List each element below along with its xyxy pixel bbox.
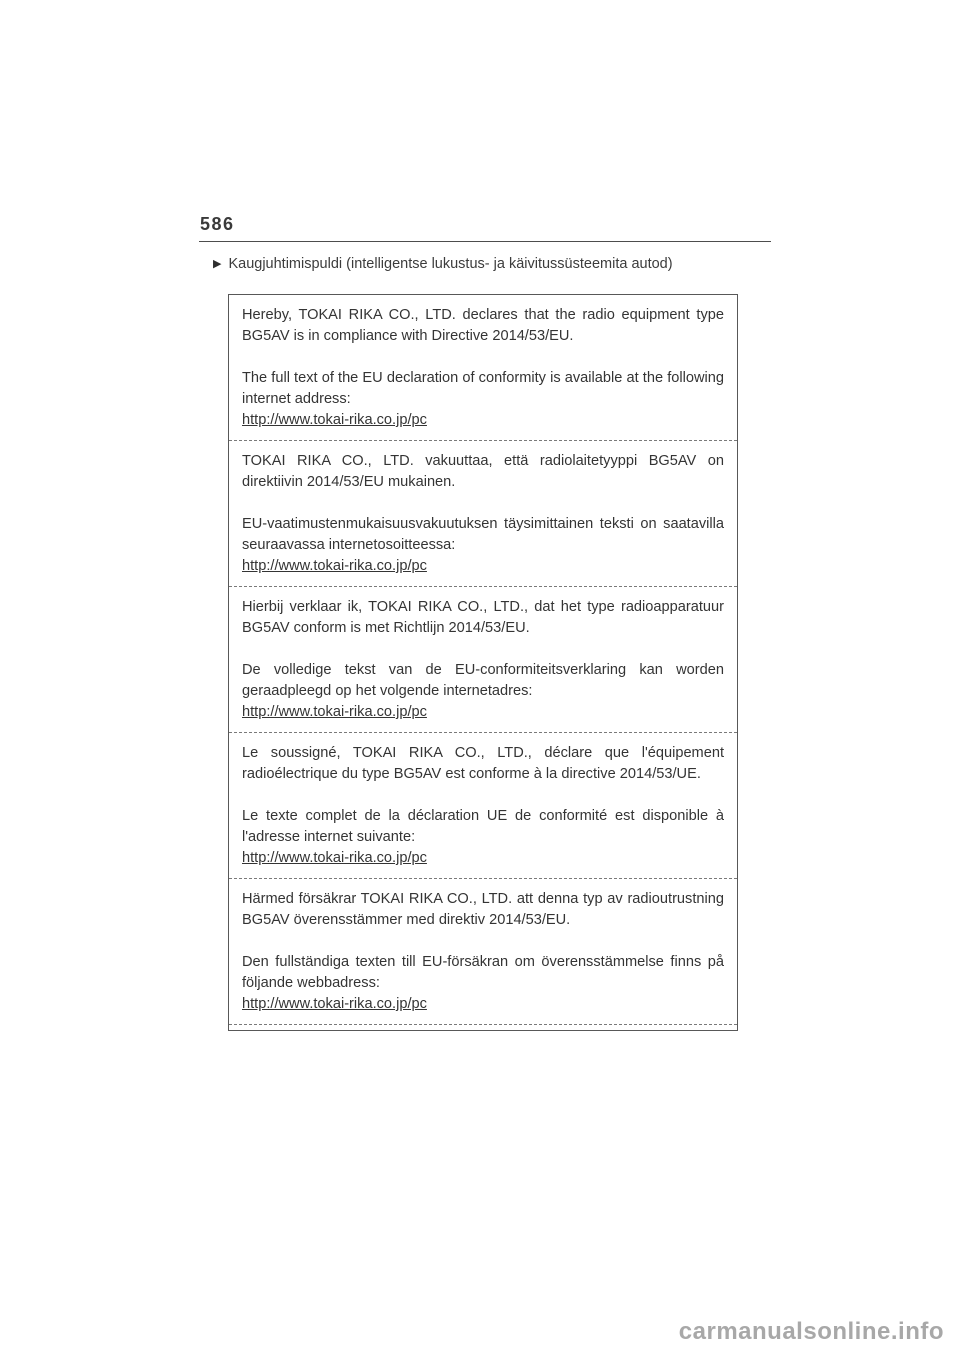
declaration-availability-text: Den fullständiga texten till EU-försäkran om överensstämmelse finns på följande webbadress: <box>242 954 724 991</box>
declaration-url-link[interactable]: http://www.tokai-rika.co.jp/pc <box>242 558 427 574</box>
declaration-section-dutch <box>229 587 737 733</box>
declaration-availability-text: EU-vaatimustenmukaisuusvakuutuksen täysimittainen teksti on saatavilla seuraavassa internetosoitteessa: <box>242 516 724 553</box>
declaration-text: Hereby, TOKAI RIKA CO., LTD. declares that the radio equipment type BG5AV is in compliance with Directive 2014/53/EU. <box>242 307 724 344</box>
site-watermark: carmanualsonline.info <box>678 1318 944 1345</box>
section-heading-label: Kaugjuhtimispuldi (intelligentse lukustus- ja käivitussüsteemita autod) <box>228 256 673 272</box>
declaration-section-finnish <box>229 441 737 587</box>
declaration-text: Le soussigné, TOKAI RIKA CO., LTD., déclare que l'équipement radioélectrique du type BG5AV est conforme à la directive 2014/53/UE. <box>242 745 724 782</box>
declaration-availability-text: De volledige tekst van de EU-conformiteitsverklaring kan worden geraadpleegd op het volgende internetadres: <box>242 662 724 699</box>
arrow-marker-icon: ▶ <box>213 258 222 270</box>
declaration-text: Härmed försäkrar TOKAI RIKA CO., LTD. att denna typ av radioutrustning BG5AV överensstämmer med direktiv 2014/53/EU. <box>242 891 724 928</box>
declaration-url-link[interactable]: http://www.tokai-rika.co.jp/pc <box>242 412 427 428</box>
header-divider <box>199 241 771 242</box>
declaration-availability-text: Le texte complet de la déclaration UE de conformité est disponible à l'adresse internet suivante: <box>242 808 724 845</box>
declaration-text: Hierbij verklaar ik, TOKAI RIKA CO., LTD., dat het type radioapparatuur BG5AV conform is met Richtlijn 2014/53/EU. <box>242 599 724 636</box>
declaration-availability-text: The full text of the EU declaration of conformity is available at the following internet address: <box>242 370 724 407</box>
page-number: 586 <box>200 214 235 234</box>
declaration-section-swedish <box>229 879 737 1025</box>
declaration-url-link[interactable]: http://www.tokai-rika.co.jp/pc <box>242 996 427 1012</box>
declaration-url-link[interactable]: http://www.tokai-rika.co.jp/pc <box>242 850 427 866</box>
declaration-section-english <box>229 295 737 441</box>
declaration-text: TOKAI RIKA CO., LTD. vakuuttaa, että radiolaitetyyppi BG5AV on direktiivin 2014/53/EU mukainen. <box>242 453 724 490</box>
declaration-url-link[interactable]: http://www.tokai-rika.co.jp/pc <box>242 704 427 720</box>
declaration-section-french <box>229 733 737 879</box>
eu-declaration-table <box>228 294 738 1031</box>
section-heading <box>213 255 773 274</box>
